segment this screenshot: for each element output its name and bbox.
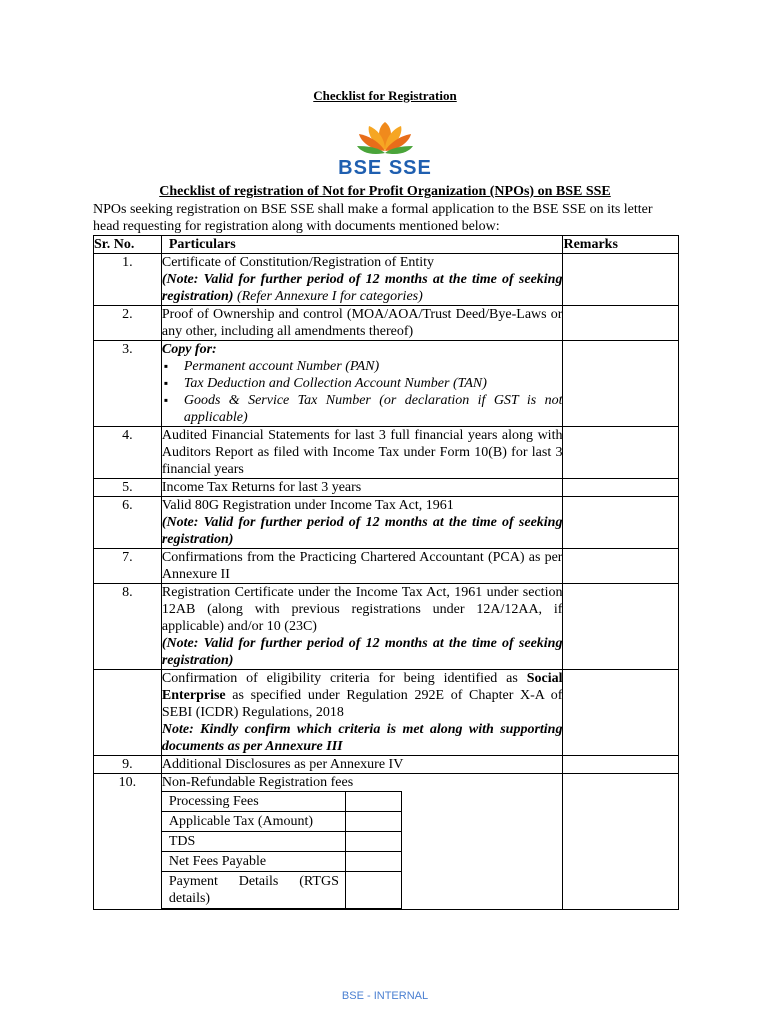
row-particulars [161, 341, 563, 427]
row-sr: 2. [94, 306, 162, 341]
table-row [94, 497, 679, 549]
row-text: Non-Refundable Registration fees [161, 775, 354, 790]
row-sr: 7. [94, 549, 162, 584]
table-header-row [94, 236, 679, 254]
list-item: ▪ Goods & Service Tax Number (or declaration if GST is not applicable) [162, 392, 563, 426]
row-particulars: Additional Disclosures as per Annexure IV [161, 756, 563, 774]
row-particulars: Confirmations from the Practicing Chartered Accountant (PCA) as per Annexure II [161, 550, 563, 582]
fees-table [161, 791, 402, 909]
row-particulars: Proof of Ownership and control (MOA/AOA/Trust Deed/Bye-Laws or any other, including all amendments thereof) [161, 307, 563, 339]
document-title: Checklist for Registration [313, 88, 457, 103]
row-note: Note: Kindly confirm which criteria is met along with supporting documents as per Annexure III [161, 722, 563, 754]
row-reference: (Refer Annexure I for categories) [233, 289, 423, 304]
row-remarks [563, 584, 679, 670]
fee-label: Net Fees Payable [161, 852, 345, 872]
row-text: as specified under Regulation 292E of Chapter X-A of SEBI (ICDR) Regulations, 2018 [161, 688, 563, 720]
row-particulars [161, 584, 563, 670]
table-row [94, 756, 679, 774]
intro-paragraph: NPOs seeking registration on BSE SSE shall make a formal application to the BSE SSE on its letter head requesting for registration along with documents mentioned below: [93, 202, 653, 234]
row-remarks [563, 774, 679, 910]
row-note: (Note: Valid for further period of 12 months at the time of seeking registration) [161, 636, 563, 668]
row-particulars: Audited Financial Statements for last 3 full financial years along with Auditors Report as filed with Income Tax under Form 10(B) for last 3 financial years [161, 428, 563, 477]
row-particulars [161, 254, 563, 306]
row-remarks [563, 254, 679, 306]
row-remarks [563, 756, 679, 774]
fee-value-cell [345, 852, 401, 872]
table-row [94, 427, 679, 479]
row-remarks [563, 497, 679, 549]
row-particulars [161, 497, 563, 549]
checklist-heading: Checklist of registration of Not for Profit Organization (NPOs) on BSE SSE [159, 184, 611, 199]
row-sr: 9. [94, 756, 162, 774]
table-row [94, 670, 679, 756]
list-item: ▪ Tax Deduction and Collection Account Number (TAN) [162, 375, 563, 392]
row-sr: 8. [94, 584, 162, 670]
row-particulars: Income Tax Returns for last 3 years [161, 479, 563, 497]
logo-wordmark: BSE SSE [338, 157, 432, 179]
row-note: (Note: Valid for further period of 12 months at the time of seeking registration) [161, 515, 563, 547]
fee-value-cell [345, 812, 401, 832]
table-row [94, 584, 679, 670]
row-remarks [563, 427, 679, 479]
row-sr: 10. [94, 774, 162, 910]
header-remarks: Remarks [563, 236, 679, 254]
fee-value-cell [345, 872, 401, 909]
row-text: Valid 80G Registration under Income Tax Act, 1961 [161, 498, 454, 513]
row-remarks [563, 341, 679, 427]
fee-row [161, 832, 401, 852]
table-row [94, 341, 679, 427]
row-remarks [563, 549, 679, 584]
row-sr: 6. [94, 497, 162, 549]
row-remarks [563, 670, 679, 756]
list-item: ▪ Permanent account Number (PAN) [162, 358, 563, 375]
classification-footer: BSE - INTERNAL [341, 990, 429, 1002]
row-note: (Note: Valid for further period of 12 months at the time of seeking registration) [161, 272, 563, 304]
fee-row [161, 792, 401, 812]
row-remarks [563, 306, 679, 341]
header-particulars: Particulars [161, 236, 563, 254]
row-text: Certificate of Constitution/Registration of Entity [161, 255, 435, 270]
row-remarks [563, 479, 679, 497]
social-enterprise-term: Social Enterprise [161, 671, 563, 703]
copy-for-list [162, 358, 563, 426]
fee-label: Processing Fees [161, 792, 345, 812]
table-row [94, 549, 679, 584]
fee-label: Payment Details (RTGS details) [161, 872, 345, 909]
copy-for-label: Copy for: [161, 342, 217, 357]
row-sr: 5. [94, 479, 162, 497]
fee-row [161, 812, 401, 832]
table-row [94, 254, 679, 306]
fee-row [161, 872, 401, 909]
fee-value-cell [345, 792, 401, 812]
row-particulars [161, 774, 563, 910]
row-sr: 4. [94, 427, 162, 479]
table-row [94, 774, 679, 910]
table-row [94, 306, 679, 341]
fee-label: TDS [161, 832, 345, 852]
table-row [94, 479, 679, 497]
fee-label: Applicable Tax (Amount) [161, 812, 345, 832]
fee-value-cell [345, 832, 401, 852]
row-sr: 3. [94, 341, 162, 427]
row-text: Registration Certificate under the Income Tax Act, 1961 under section 12AB (along with previous registrations under 12A/12AA, if applicable) and/or 10 (23C) [161, 585, 563, 634]
fee-row [161, 852, 401, 872]
row-sr: 1. [94, 254, 162, 306]
lotus-icon [357, 122, 413, 154]
row-text: Confirmation of eligibility criteria for being identified as [161, 671, 527, 686]
header-sr-no: Sr. No. [94, 236, 162, 254]
bse-sse-logo [325, 120, 445, 180]
row-sr [94, 670, 162, 756]
checklist-table [93, 235, 679, 910]
row-particulars [161, 670, 563, 756]
